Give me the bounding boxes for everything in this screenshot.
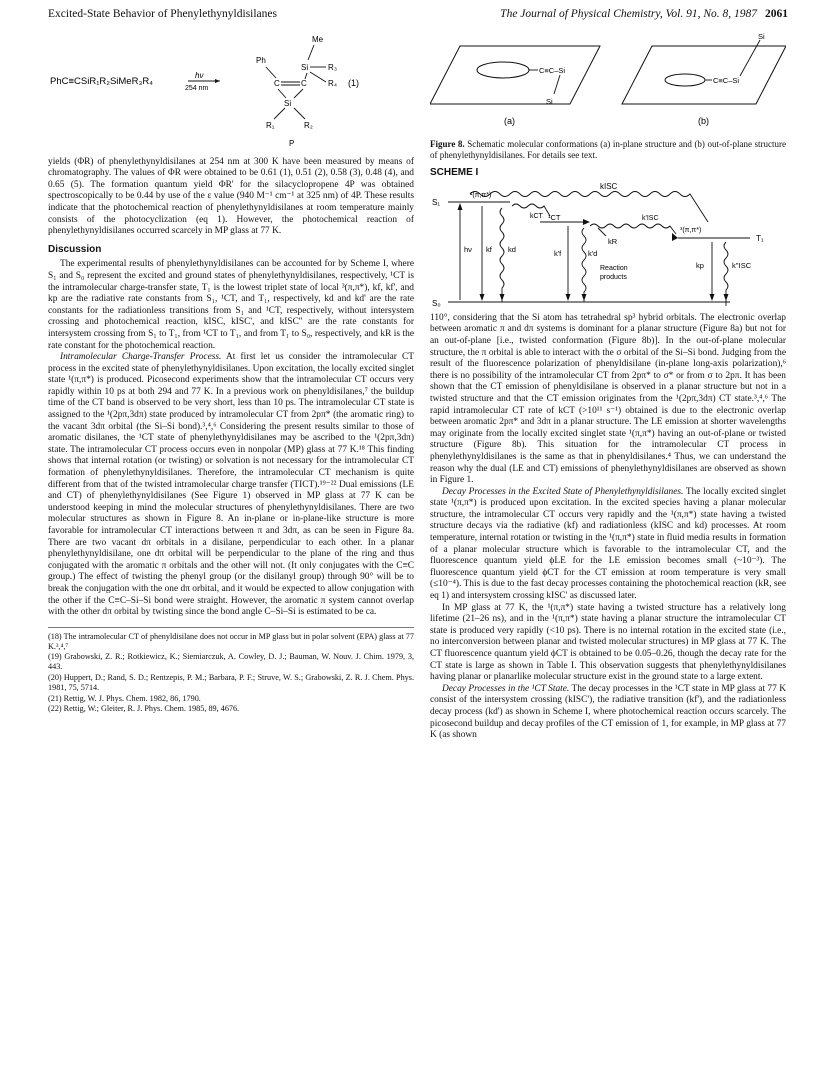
paragraph-ct-text: At first let us consider the intramolecular CT process in the excited state of phenylethynyldisilanes. Upon excitation, the locally excited singlet state ¹(π,π*) is produced. Picosecond experiments show that the intramolecular CT occurs very rapidly within 10 ps at both 294 and 77 K. In a previous work on phenyldisilanes,⁷ the buildup time of the CT band is observed to be very short, less than 10 ps. The intramolecular CT state is assigned to the ¹(2pπ,3dπ) state produced by intramolecular CT from 2pπ* (the aromatic ring) to the vacant 3dπ orbital (the Si–Si bond).³,⁴,⁶ Considering the present results similar to those of aromatic disilanes, the ¹CT state of phenylethynyldisilanes may be ascribed to the ¹(2pπ,3dπ) state. The intramolecular CT process occurs even in nonpolar (MP) glass at 77 K.¹⁸ This finding shows that internal rotation (or twisting) or solvation is not necessary for the intramolecular CT formation of phenylethynyldisilanes. Therefore, the intramolecular CT mechanism is quite different from that of the twisted intramolecular charge transfer (TICT).¹⁹⁻²² Dual emissions (LE and CT) of phenylethynyldisilanes (See Figure 1) observed in MP glass at 77 K can be understood keeping in mind the molecular structures of phenylethynyldisilanes. There are two molecular structures as shown in Figure 8. An in-plane or in-plane-like structure is more favorable for intramolecular CT interactions between π and 3dπ, as can be seen in Figure 8a. There are two vacant dπ orbitals in a disilane, perpendicular to each other. In a planar phenylethynyldisilane, one dπ orbital will be perpendicular to the plane of the ring and thus conjugated with the aromatic π orbitals and the other will not. (It only conjugates with the C≡C group.) The effect of twisting the phenyl group (or the disilanyl group) through 90° will be to break the conjugation with the one dπ orbital, and it would be expected to allow conjugation with the other if the C≡C–Si–Si bond were straight. However, the aromatic π system cannot overlap with the other dπ orbital by twisting since the bond angle C–Si–Si is estimated to be ca. [48,352,414,618]
paragraph-scheme-explanation: The experimental results of phenylethynyldisilanes can be accounted for by Scheme I, where S₁ and S₀ represent the excited and ground states of phenylethynyldisilanes, respectively, ¹CT is the intramolecular charge-transfer state, T₁ is the lowest triplet state of local ³(π,π*), kf, kf', and kp are the radiative rate constants from S₁, ¹CT, and T₁, respectively, kd and kd' are the rate constants for the radiationless transitions from S₁ and ¹CT, respectively, without intersystem crossing and photochemical reaction, kISC, kISC', and kISC'' are the rate constants for intersystem crossing from S₁ to T₁, from ¹CT to T₁, and from T₁ to S₀, respectively, and kR is the rate constant for the photochemical reaction. [48,259,414,351]
paragraph-orbital-overlap: 110°, considering that the Si atom has tetrahedral sp³ hybrid orbitals. The electronic overlap between aromatic π and dπ systems is dominant for a planar structure (Figure 8a) but not for an out-of-plane [i.e., twisted conformation (Figure 8b)]. In the out-of-plane molecular structure, the π orbital is able to interact with the σ orbital of the Si–Si bond. Judging from the result of the fluorescence polarization of phenyldisilane (in-plane long-axis polarization),⁶ there is no possibility of the intramolecular CT from 2pπ* to σ* or from σ to 2pπ. It has been shown that the CT emission of phenyldisilane is observed in a planar structure but not in a twisted structure and that the CT emission originates from the ¹(2pπ,3dπ) CT state.³,⁴,⁶ The rapid intramolecular CT rate of kCT (>10¹¹ s⁻¹) obtained is due to the electronic overlap between aromatic 2pπ* and 3dπ in a planar structure. The LE emission at shorter wavelengths may originate from the locally excited singlet state ¹(π,π*) having an out-of-plane or twisted structure (Figure 8b). This situation for the intramolecular CT process in phenylethynyldisilanes is the same as that in phenyldisilanes.⁴ Thus, we can understand the reason why the dual (LE and CT) emissions of phenylethynyldisilanes are observed as shown in Figure 1. [430,312,786,486]
reference-19: (19) Grabowski, Z. R.; Rotkiewicz, K.; Siemiarczuk, A. Cowley, D. J.; Bauman, W. Nouv. J. Chim. 1979, 3, 443. [48,652,414,672]
scheme-hv: hν [464,245,472,255]
scheme-kf-prime: k'f [554,249,562,259]
figure-8 [430,30,786,130]
atom-ph: Ph [256,56,266,65]
atom-r3: R₃ [328,63,338,72]
equation-1 [48,30,414,152]
right-column [430,30,786,742]
paragraph-excited-state-decay [430,487,786,603]
scheme-s1: S₁ [432,198,441,208]
reference-21: (21) Rettig, W. J. Phys. Chem. 1982, 86, 1790. [48,693,201,703]
paragraph-ct-decay [430,684,786,742]
subheading-decay-ct: Decay Processes in the ¹CT State. [442,683,570,694]
figure-8-caption-text: Schematic molecular conformations (a) in-plane structure and (b) out-of-plane structure of phenylethynyldisilanes. For details see text. [430,138,786,160]
atom-r2: R₂ [304,121,313,130]
atom-c1: C [274,79,280,88]
scheme-triplet-state: ³(π,π*) [680,227,702,235]
scheme-kisc-dprime: k''ISC [732,261,752,271]
atom-c2: C [301,79,307,88]
fig8-label-a: (a) [504,116,515,126]
eq-reactant: PhC≡CSiR₁R₂SiMeR₃R₄ [50,76,154,87]
atom-r1: R₁ [266,121,275,130]
scheme-kp: kp [696,261,704,271]
eq-hv: hν [195,71,204,80]
reference-22: (22) Rettig, W.; Gleiter, R. J. Phys. Chem. 1985, 89, 4676. [48,704,240,714]
footnote-references [48,627,414,714]
scheme-1 [430,180,786,308]
eq-number: (1) [348,78,359,88]
section-heading-discussion: Discussion [48,243,102,255]
subheading-decay-excited: Decay Processes in the Excited State of Phenylethynyldisilanes. [442,486,684,497]
page-number: 2061 [765,8,788,20]
reference-18: (18) The intramolecular CT of phenyldisilane does not occur in MP glass but in polar solvent (EPA) glass at 77 K.³,⁴,⁷ [48,631,414,651]
scheme-products: products [600,274,627,282]
scheme-kd: kd [508,245,516,255]
running-header-journal [500,8,788,20]
fig8b-si: Si [758,32,765,41]
atom-me: Me [312,35,324,44]
fig8b-group: C≡C–Si [713,76,740,85]
eq-product-label: P [289,139,295,148]
eq-wavelength: 254 nm [185,85,209,92]
paragraph-mp-glass: In MP glass at 77 K, the ¹(π,π*) state having a twisted structure has a relatively long lifetime (21–26 ns), and in the ¹(π,π*) state having a planar structure the intramolecular CT state is produced very rapidly (<10 ps). There is no internal rotation in the excited state (i.e., no interconversion between planar and twisted molecular structures) in MP glass at 77 K. The CT fluorescence quantum yield ϕCT is obtained to be 0.05–0.26, though the decay rate for the CT state is large as shown in Table I. This observation suggests that phenylethynyldisilanes having planar or planarlike molecular structure exist in the ground state to a large extent. [430,602,786,683]
journal-citation: The Journal of Physical Chemistry, Vol. 91, No. 8, 1987 [500,8,757,20]
atom-si-top: Si [301,63,309,72]
scheme-kisc: kISC [600,182,618,192]
atom-r4: R₄ [328,79,338,88]
figure-8-caption-label: Figure 8. [430,138,465,149]
scheme-singlet-state: ¹(π,π*) [470,192,492,200]
figure-8-caption [430,139,786,161]
fig8a-si: Si [546,97,553,106]
scheme-kr: kR [608,237,618,247]
paragraph-decay-text: The locally excited singlet state ¹(π,π*) is produced upon excitation. In the excited species having a planar molecular structure, the intramolecular CT occurs very rapidly and the ¹(π,π*) state having a twisted structure decays via the radiative (kf) and radiationless (kISC and kd) processes. At room temperature, internal rotation or twisting in the ¹(π,π*) state in fluid media results in formation of a planar molecular structure which is favorable to the intramolecular CT, and the fluorescence quantum yield ϕLE for the LE emission becomes small (~10⁻³). The fluorescence quantum yield ϕCT for the CT emission at room temperature is very small (≤10⁻⁴). This is due to the fast decay processes containing the photochemical reaction (kR, see eq 1) and intersystem crossing kISC' as discussed later. [430,486,786,602]
scheme-kd-prime: k'd [588,249,598,259]
scheme-s0: S₀ [432,299,441,309]
paragraph-quantum-yields: yields (ΦR) of phenylethynyldisilanes at 254 nm at 300 K have been measured by means of chromatography. The values of ΦR were obtained to be 0.61 (1), 0.51 (2), 0.58 (3), 0.48 (4), and 0.65 (5). The formation quantum yield ΦR' for the silacyclopropene 4P was obtained spectroscopically to be 0.44 by use of the ε value (940 M⁻¹ cm⁻¹ at 325 nm) of 4P. These results indicate that the photochemical reaction of phenylethynyldisilanes at room temperature mainly consists of the photocyclization (eq 1). However, the photochemical reaction of phenylethynyldisilanes occurred scarcely in MP glass at 77 K. [48,156,414,237]
fig8-label-b: (b) [698,116,709,126]
scheme-kct: kCT [530,213,543,221]
fig8a-group: C≡C–Si [539,66,566,75]
scheme-reaction: Reaction [600,265,628,273]
reference-20: (20) Huppert, D.; Rand, S. D.; Rentzepis, P. M.; Barbara, P. F.; Struve, W. S.; Grabowski, Z. R. J. Chem. Phys. 1981, 75, 5714. [48,672,414,692]
subheading-ct-process: Intramolecular Charge-Transfer Process. [60,352,222,363]
scheme-kf: kf [486,245,492,255]
scheme-t1: T₁ [756,234,764,244]
running-header-title: Excited-State Behavior of Phenylethynyldisilanes [48,8,277,20]
scheme-title: SCHEME I [430,166,479,178]
paragraph-ct-decay-text: The decay processes in the ¹CT state in MP glass at 77 K consist of the intersystem crossing (kISC'), the radiative transition (kf'), and the radiationless decay process (kd') as shown in Scheme I, where photochemical reaction occurs scarcely. The picosecond buildup and decay profiles of the CT emission of 1, for example, in MP glass at 77 K (as shown [430,683,787,741]
left-column [48,30,414,715]
paragraph-ct-process [48,352,414,619]
atom-si-bottom: Si [284,99,292,108]
scheme-ct: ¹CT [548,213,561,223]
scheme-kisc-prime: k'ISC [642,215,659,223]
